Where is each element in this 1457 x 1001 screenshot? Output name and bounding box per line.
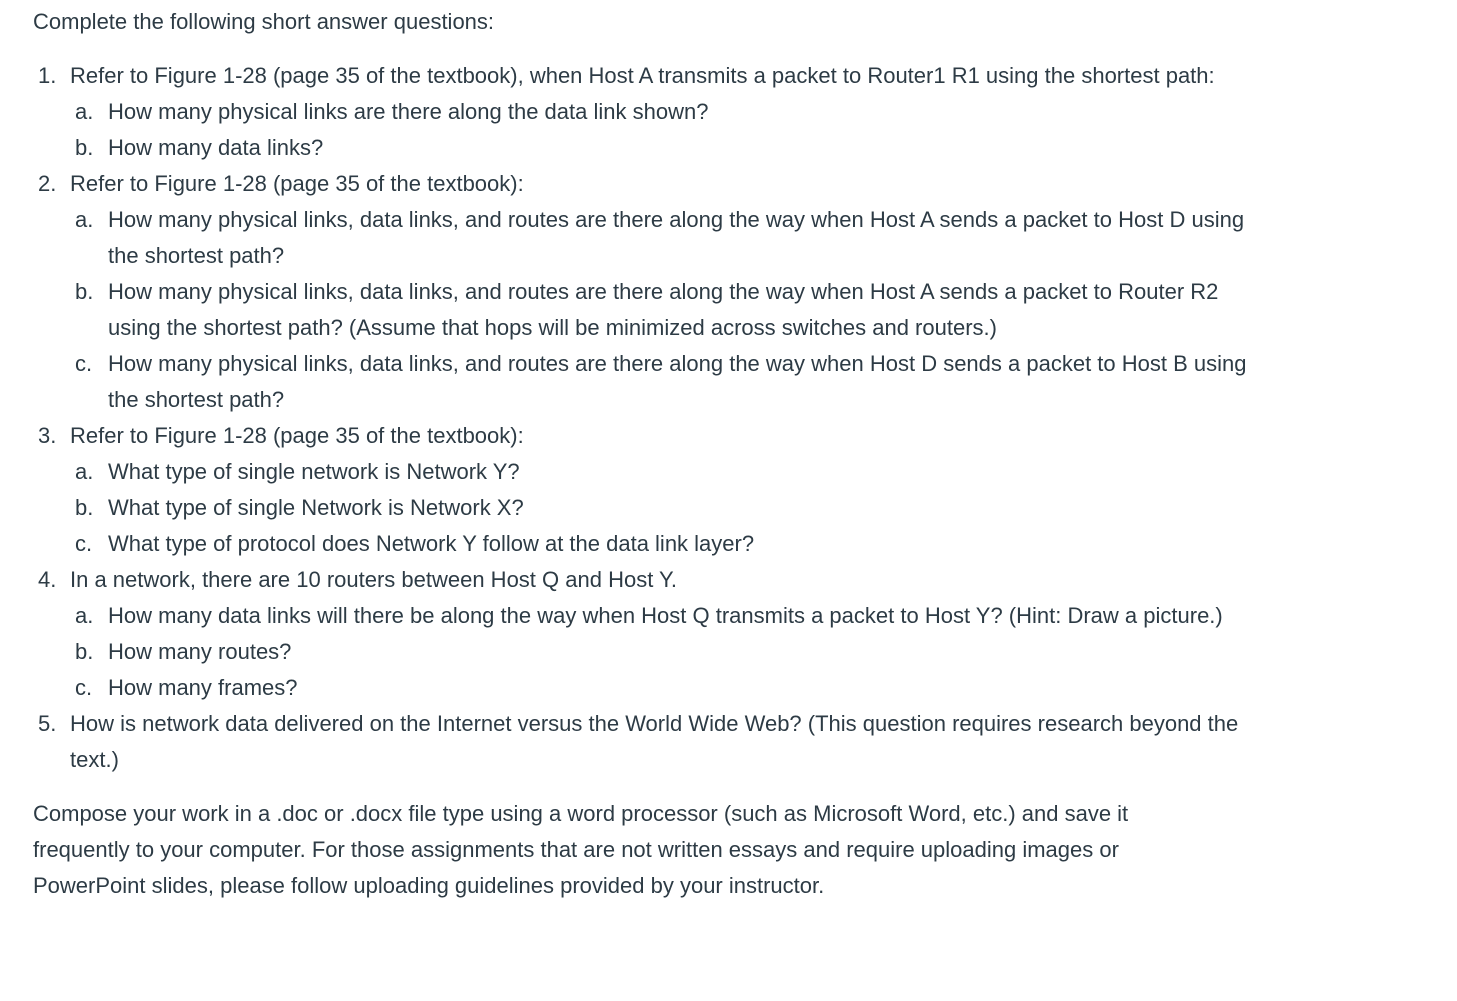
question-item — [33, 166, 1333, 418]
question-item — [33, 58, 1333, 166]
question-number: 2. — [38, 171, 57, 196]
sub-question-text: How many physical links, data links, and routes are there along the way when Host A sends a packet to Router R2 using the shortest path? (Assume that hops will be minimized across switches and routers.) — [108, 279, 1219, 340]
sub-question-letter: c. — [75, 531, 93, 556]
sub-question-text: How many data links? — [108, 135, 324, 160]
sub-question-item — [75, 94, 1260, 130]
question-item — [33, 418, 1333, 562]
sub-question-text: What type of single network is Network Y? — [108, 459, 520, 484]
question-number: 4. — [38, 567, 57, 592]
sub-question-item — [75, 130, 1260, 166]
question-text: Refer to Figure 1-28 (page 35 of the textbook): — [70, 423, 524, 448]
sub-question-item — [75, 526, 1260, 562]
sub-question-item — [75, 598, 1260, 634]
sub-question-text: How many data links will there be along the way when Host Q transmits a packet to Host Y? (Hint: Draw a picture.) — [108, 603, 1223, 628]
sub-question-list — [70, 202, 1260, 418]
sub-question-letter: a. — [75, 603, 94, 628]
sub-question-list — [70, 454, 1260, 562]
question-number: 5. — [38, 711, 57, 736]
sub-question-text: What type of protocol does Network Y follow at the data link layer? — [108, 531, 755, 556]
question-item — [33, 562, 1333, 706]
sub-question-text: How many routes? — [108, 639, 292, 664]
sub-question-item — [75, 490, 1260, 526]
sub-question-text: How many physical links are there along the data link shown? — [108, 99, 709, 124]
question-body — [70, 418, 1260, 562]
sub-question-item — [75, 670, 1260, 706]
intro-text: Complete the following short answer questions: — [33, 9, 495, 34]
sub-question-letter: a. — [75, 207, 94, 232]
sub-question-letter: c. — [75, 351, 93, 376]
sub-question-item — [75, 274, 1260, 346]
sub-question-item — [75, 346, 1260, 418]
sub-question-list — [70, 94, 1260, 166]
question-text: Refer to Figure 1-28 (page 35 of the textbook), when Host A transmits a packet to Router1 R1 using the shortest path: — [70, 63, 1215, 88]
sub-question-item — [75, 454, 1260, 490]
question-body — [70, 166, 1260, 418]
question-body — [70, 562, 1260, 706]
sub-question-text: How many frames? — [108, 675, 298, 700]
question-list — [33, 58, 1333, 778]
sub-question-letter: b. — [75, 639, 94, 664]
question-number: 1. — [38, 63, 57, 88]
sub-question-letter: b. — [75, 279, 94, 304]
sub-question-text: How many physical links, data links, and routes are there along the way when Host D sends a packet to Host B using the shortest path? — [108, 351, 1247, 412]
sub-question-item — [75, 202, 1260, 274]
question-text: How is network data delivered on the Internet versus the World Wide Web? (This question requires research beyond the text.) — [70, 711, 1239, 772]
sub-question-letter: c. — [75, 675, 93, 700]
sub-question-text: What type of single Network is Network X? — [108, 495, 524, 520]
sub-question-letter: b. — [75, 135, 94, 160]
question-text: In a network, there are 10 routers between Host Q and Host Y. — [70, 567, 677, 592]
submission-instructions: Compose your work in a .doc or .docx file type using a word processor (such as Microsoft Word, etc.) and save it frequently to your computer. For those assignments that are not written essays and require uploading images or PowerPoint slides, please follow uploading guidelines provided by your instructor. — [33, 801, 1129, 898]
question-number: 3. — [38, 423, 57, 448]
question-body — [70, 58, 1260, 166]
sub-question-letter: a. — [75, 99, 94, 124]
sub-question-list — [70, 598, 1260, 706]
question-item — [33, 706, 1333, 778]
question-body — [70, 706, 1260, 778]
sub-question-letter: b. — [75, 495, 94, 520]
sub-question-item — [75, 634, 1260, 670]
sub-question-text: How many physical links, data links, and routes are there along the way when Host A sends a packet to Host D using the shortest path? — [108, 207, 1245, 268]
sub-question-letter: a. — [75, 459, 94, 484]
question-text: Refer to Figure 1-28 (page 35 of the textbook): — [70, 171, 524, 196]
